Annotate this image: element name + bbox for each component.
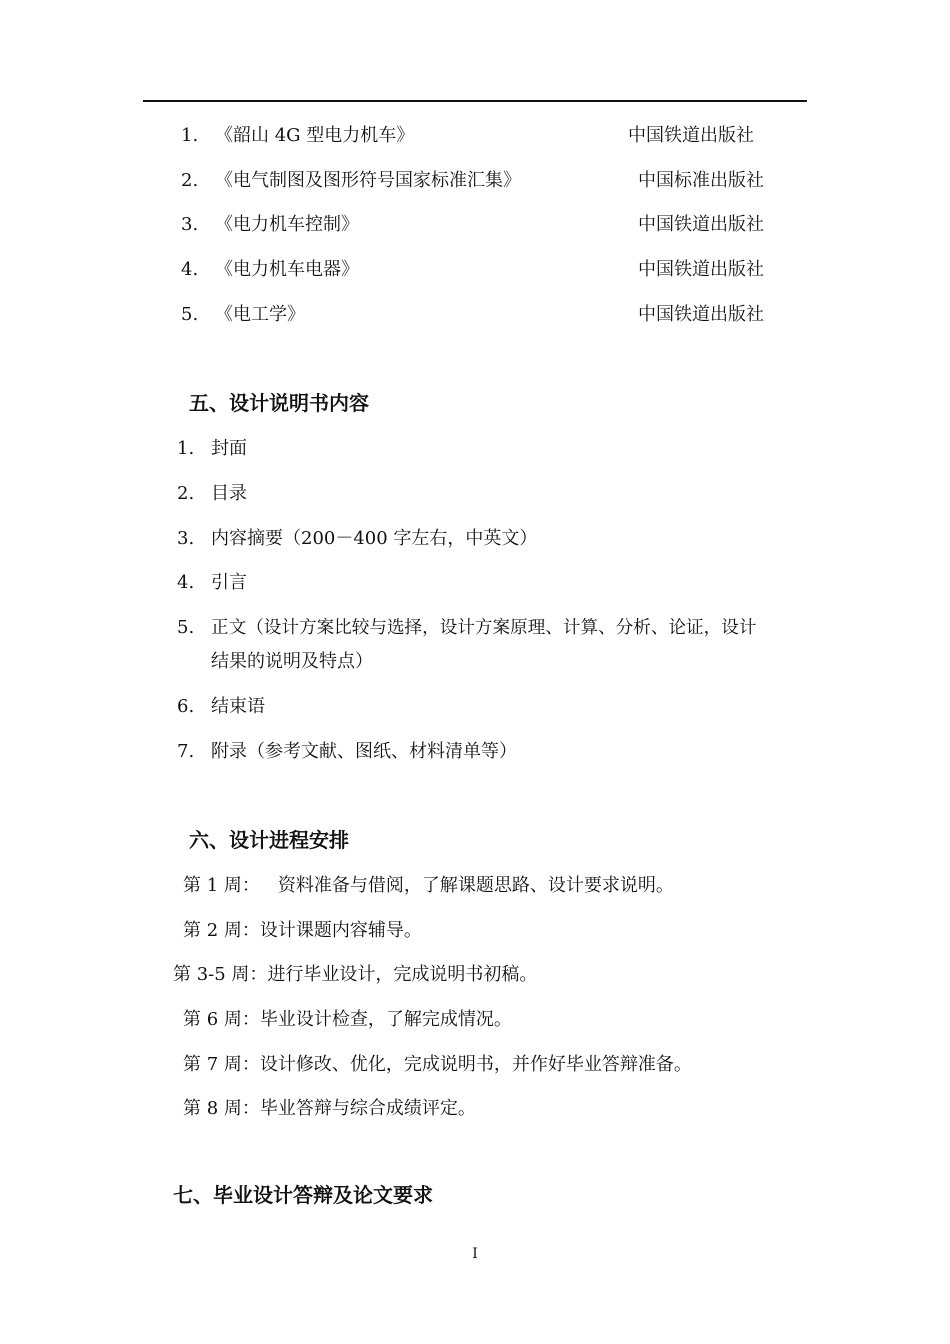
reference-publisher: 中国铁道出版社 [628, 125, 754, 146]
list-item-text: 内容摘要（200－400 字左右，中英文） [211, 528, 538, 549]
list-item-number: 5. [177, 617, 195, 638]
reference-title: 《电气制图及图形符号国家标准汇集》 [215, 170, 521, 191]
reference-publisher: 中国标准出版社 [638, 170, 764, 191]
list-item-number: 1. [177, 438, 195, 459]
schedule-week-label: 第 7 周： [183, 1054, 260, 1075]
list-item-number: 3. [177, 528, 195, 549]
reference-publisher: 中国铁道出版社 [638, 304, 764, 325]
reference-title: 《电工学》 [215, 304, 305, 325]
list-item-text: 结束语 [211, 696, 265, 717]
schedule-week-label: 第 1 周： [183, 875, 260, 896]
schedule-item [183, 1008, 512, 1032]
list-item-number: 4. [177, 572, 195, 593]
list-item-text: 引言 [211, 572, 247, 593]
schedule-item [183, 874, 674, 898]
schedule-item [173, 963, 537, 987]
schedule-item [183, 1097, 476, 1121]
list-item-text: 附录（参考文献、图纸、材料清单等） [211, 741, 517, 762]
section-heading: 六、设计进程安排 [189, 828, 349, 852]
reference-publisher: 中国铁道出版社 [638, 214, 764, 235]
reference-title: 《电力机车电器》 [215, 259, 359, 280]
schedule-week-text: 进行毕业设计，完成说明书初稿。 [267, 964, 538, 985]
list-item-number: 7. [177, 741, 195, 762]
list-item-text: 封面 [211, 438, 247, 459]
schedule-week-text: 资料准备与借阅，了解课题思路、设计要求说明。 [277, 875, 674, 896]
schedule-week-label: 第 8 周： [183, 1098, 260, 1119]
reference-number: 3. [181, 214, 199, 235]
schedule-week-label: 第 2 周： [183, 920, 260, 941]
list-item-number: 2. [177, 483, 195, 504]
schedule-week-label: 第 6 周： [183, 1009, 260, 1030]
reference-title: 《电力机车控制》 [215, 214, 359, 235]
reference-number: 2. [181, 170, 199, 191]
reference-publisher: 中国铁道出版社 [638, 259, 764, 280]
schedule-week-label: 第 3-5 周： [173, 964, 268, 985]
page-number: I [472, 1246, 478, 1262]
section-heading: 七、毕业设计答辩及论文要求 [173, 1183, 433, 1207]
reference-number: 5. [181, 304, 199, 325]
schedule-item [183, 1053, 692, 1077]
schedule-week-text: 设计修改、优化，完成说明书，并作好毕业答辩准备。 [259, 1054, 692, 1075]
reference-number: 4. [181, 259, 199, 280]
schedule-week-text: 毕业答辩与综合成绩评定。 [259, 1098, 476, 1119]
schedule-week-text: 设计课题内容辅导。 [259, 920, 422, 941]
reference-title: 《韶山 4G 型电力机车》 [215, 125, 415, 146]
list-item-text: 正文（设计方案比较与选择，设计方案原理、计算、分析、论证，设计 [211, 618, 757, 638]
section-heading: 五、设计说明书内容 [189, 391, 369, 415]
reference-number: 1. [181, 125, 199, 146]
schedule-item [183, 919, 422, 943]
list-item-number: 6. [177, 696, 195, 717]
list-item-text: 目录 [211, 483, 247, 504]
list-item-continuation: 结果的说明及特点） [211, 651, 373, 672]
header-rule [143, 100, 807, 102]
schedule-week-text: 毕业设计检查，了解完成情况。 [259, 1009, 512, 1030]
